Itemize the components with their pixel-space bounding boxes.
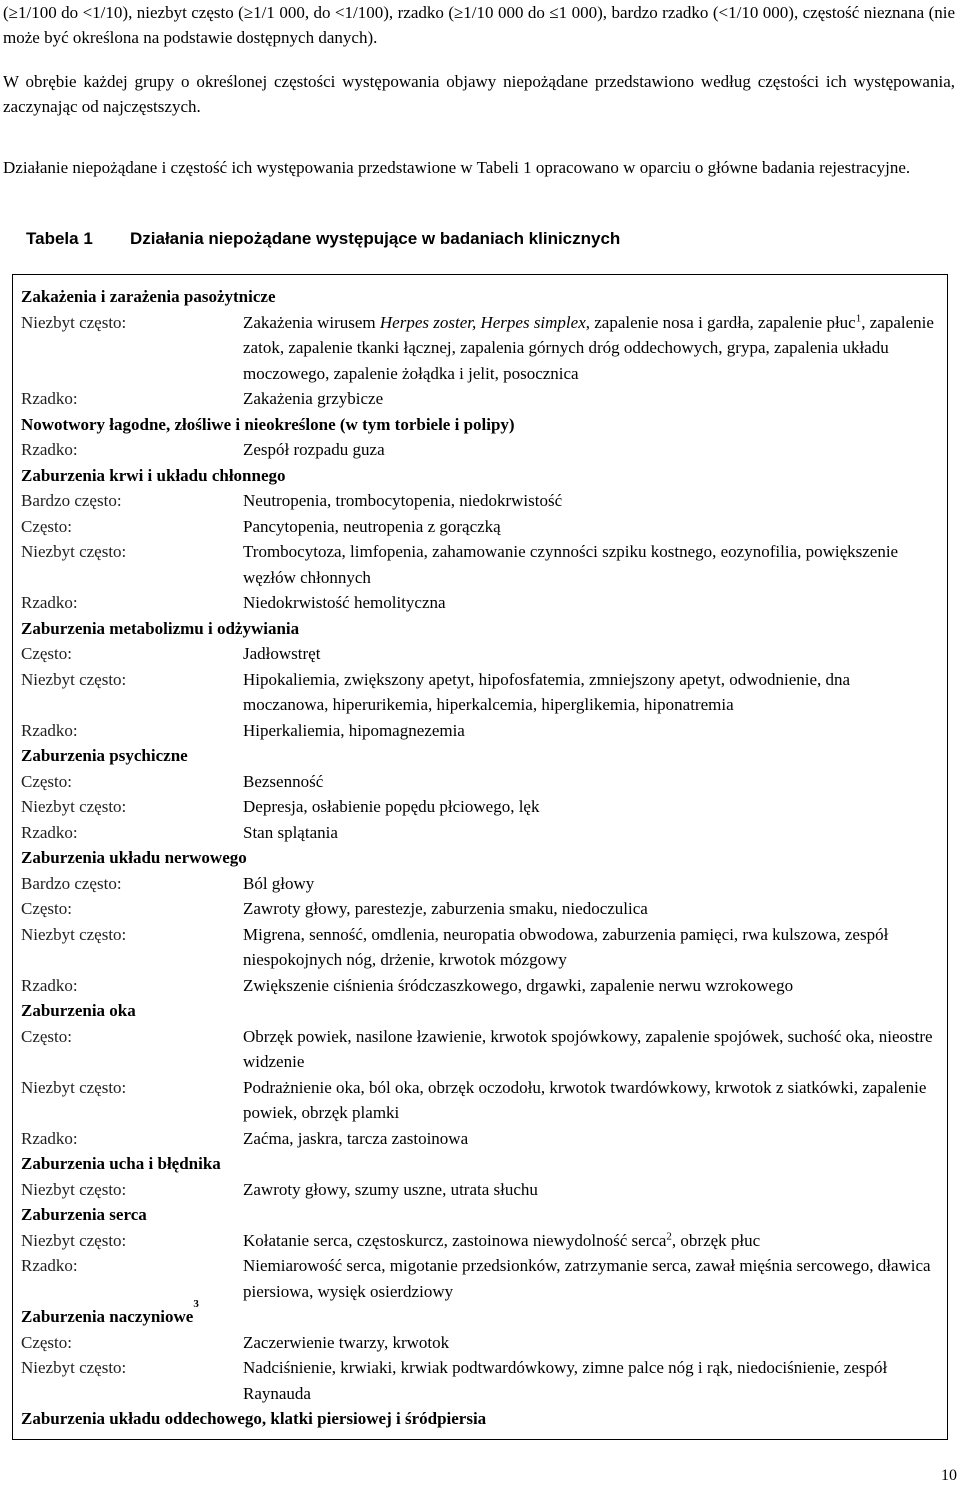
reaction-description: Zaczerwienie twarzy, krwotok	[243, 1332, 450, 1352]
reaction-description: Hiperkaliemia, hipomagnezemia	[243, 720, 465, 740]
table-row	[21, 488, 947, 514]
frequency-label: Rzadko:	[21, 440, 78, 459]
table-number: Tabela 1	[26, 229, 93, 248]
frequency-label: Często:	[21, 1332, 72, 1352]
frequency-label: Niezbyt często:	[21, 1077, 127, 1097]
frequency-label: Rzadko:	[21, 1256, 78, 1275]
table-row	[21, 667, 947, 718]
frequency-label: Rzadko:	[21, 720, 78, 740]
section-heading: Zakażenia i zarażenia pasożytnicze	[21, 287, 276, 306]
table-row	[21, 718, 947, 744]
table-row	[21, 1126, 947, 1152]
table-row	[21, 973, 947, 999]
reaction-description: Depresja, osłabienie popędu płciowego, lęk	[243, 797, 540, 816]
section-heading: Zaburzenia ucha i błędnika	[21, 1154, 221, 1173]
frequency-label: Rzadko:	[21, 822, 78, 842]
section-heading: Zaburzenia układu oddechowego, klatki piersiowej i śródpiersia	[21, 1409, 487, 1428]
table-caption	[26, 229, 620, 249]
frequency-label: Bardzo często:	[21, 491, 122, 510]
table-row	[21, 1355, 947, 1406]
frequency-label: Często:	[21, 771, 72, 791]
table-row	[21, 1330, 947, 1356]
section-heading: Nowotwory łagodne, złośliwe i nieokreślone (w tym torbiele i polipy)	[21, 414, 515, 434]
table-row	[21, 871, 947, 897]
reaction-description: Zespół rozpadu guza	[243, 440, 385, 459]
reaction-description: Trombocytoza, limfopenia, zahamowanie czynności szpiku kostnego, eozynofilia, powiększenie węzłów chłonnych	[243, 542, 899, 587]
frequency-label: Często:	[21, 516, 72, 536]
reaction-description: Neutropenia, trombocytopenia, niedokrwistość	[243, 491, 563, 510]
table-row	[21, 590, 947, 616]
frequency-label: Rzadko:	[21, 389, 78, 408]
section-heading: Zaburzenia metabolizmu i odżywiania	[21, 618, 300, 638]
reaction-description: Hipokaliemia, zwiększony apetyt, hipofosfatemia, zmniejszony apetyt, odwodnienie, dna moczanowa, hiperurikemia, hiperkalcemia, hiperglikemia, hiponatremia	[243, 669, 851, 714]
reaction-description: Jadłowstręt	[243, 644, 321, 663]
table-row	[21, 1228, 947, 1254]
frequency-label: Niezbyt często:	[21, 1230, 127, 1250]
frequency-label: Niezbyt często:	[21, 542, 127, 561]
reaction-description: Zawroty głowy, szumy uszne, utrata słuchu	[243, 1179, 538, 1199]
frequency-label: Bardzo często:	[21, 873, 122, 893]
reaction-description: Migrena, senność, omdlenia, neuropatia obwodowa, zaburzenia pamięci, rwa kulszowa, zespół niespokojnych nóg, drżenie, krwotok mózgowy	[243, 924, 889, 969]
table-row	[21, 1024, 947, 1075]
table-row	[21, 386, 947, 412]
table-row	[21, 820, 947, 846]
frequency-label: Rzadko:	[21, 975, 78, 995]
frequency-label: Często:	[21, 644, 72, 663]
table-row	[21, 514, 947, 540]
reaction-description: Stan splątania	[243, 822, 338, 842]
reaction-description: Zakażenia grzybicze	[243, 389, 384, 408]
table-row	[21, 922, 947, 973]
frequency-label: Niezbyt często:	[21, 797, 127, 816]
reaction-description: Kołatanie serca, częstoskurcz, zastoinowa niewydolność serca$^2$, obrzęk płuc	[243, 1229, 761, 1250]
frequency-label: Często:	[21, 1026, 72, 1046]
paragraph-table-source: Działanie niepożądane i częstość ich występowania przedstawione w Tabeli 1 opracowano w oparciu o główne badania rejestracyjne.	[3, 158, 911, 177]
table-row	[21, 1075, 947, 1126]
reaction-description: Zaćma, jaskra, tarcza zastoinowa	[243, 1128, 469, 1148]
table-row	[21, 1253, 947, 1304]
section-heading: Zaburzenia serca	[21, 1205, 147, 1224]
paragraph-frequency-grouping: W obrębie każdej grupy o określonej częstości występowania objawy niepożądane przedstawiono według częstości ich występowania, zaczynając od najczęstszych.	[3, 72, 955, 116]
reaction-description: Bezsenność	[243, 771, 324, 791]
frequency-label: Często:	[21, 899, 72, 918]
table-row	[21, 1177, 947, 1203]
section-heading: Zaburzenia naczyniowe 3	[21, 1298, 199, 1326]
frequency-label: Niezbyt często:	[21, 1179, 127, 1199]
reaction-description: Zakażenia wirusem Herpes zoster, Herpes simplex, zapalenie nosa i gardła, zapalenie płuc$^1$, zapalenie zatok, zapalenie tkanki łącznej, zapalenia górnych dróg oddechowych, grypa, zapalenia układu moczowego, zapalenie żołądka i jelit, posocznica	[243, 311, 934, 383]
reaction-description: Zwiększenie ciśnienia śródczaszkowego, drgawki, zapalenie nerwu wzrokowego	[243, 975, 794, 995]
table-row	[21, 794, 947, 820]
frequency-label: Niezbyt często:	[21, 312, 127, 332]
reaction-description: Zawroty głowy, parestezje, zaburzenia smaku, niedoczulica	[243, 899, 648, 918]
reaction-description: Pancytopenia, neutropenia z gorączką	[243, 516, 501, 536]
reaction-description: Niedokrwistość hemolityczna	[243, 593, 446, 612]
page-number: 10	[941, 1467, 957, 1484]
frequency-label: Rzadko:	[21, 593, 78, 612]
section-heading: Zaburzenia krwi i układu chłonnego	[21, 465, 286, 485]
table-row	[21, 641, 947, 667]
paragraph-frequency-definitions: (≥1/100 do <1/10), niezbyt często (≥1/1 000, do <1/100), rzadko (≥1/10 000 do ≤1 000), bardzo rzadko (<1/10 000), częstość nieznana (nie może być określona na podstawie dostępnych danych).	[3, 3, 955, 47]
table-row	[21, 310, 947, 387]
frequency-label: Niezbyt często:	[21, 924, 127, 944]
reaction-description: Obrzęk powiek, nasilone łzawienie, krwotok spojówkowy, zapalenie spojówek, suchość oka, nieostre widzenie	[243, 1026, 933, 1071]
reaction-description: Ból głowy	[243, 873, 315, 893]
table-row	[21, 896, 947, 922]
table-row	[21, 769, 947, 795]
section-heading: Zaburzenia układu nerwowego	[21, 848, 247, 867]
frequency-label: Niezbyt często:	[21, 1358, 127, 1377]
frequency-label: Niezbyt często:	[21, 669, 127, 689]
reaction-description: Niemiarowość serca, migotanie przedsionków, zatrzymanie serca, zawał mięśnia sercowego, dławica piersiowa, wysięk osierdziowy	[243, 1256, 931, 1301]
reaction-description: Nadciśnienie, krwiaki, krwiak podtwardówkowy, zimne palce nóg i rąk, niedociśnienie, zespół Raynauda	[243, 1358, 888, 1403]
table-row	[21, 539, 947, 590]
table-title: Działania niepożądane występujące w badaniach klinicznych	[130, 229, 621, 248]
section-heading: Zaburzenia oka	[21, 1001, 136, 1020]
adverse-reactions-table	[12, 274, 948, 1440]
table-row	[21, 437, 947, 463]
frequency-label: Rzadko:	[21, 1128, 78, 1148]
reaction-description: Podrażnienie oka, ból oka, obrzęk oczodołu, krwotok twardówkowy, krwotok z siatkówki, zapalenie powiek, obrzęk plamki	[243, 1077, 927, 1122]
section-heading: Zaburzenia psychiczne	[21, 746, 188, 765]
